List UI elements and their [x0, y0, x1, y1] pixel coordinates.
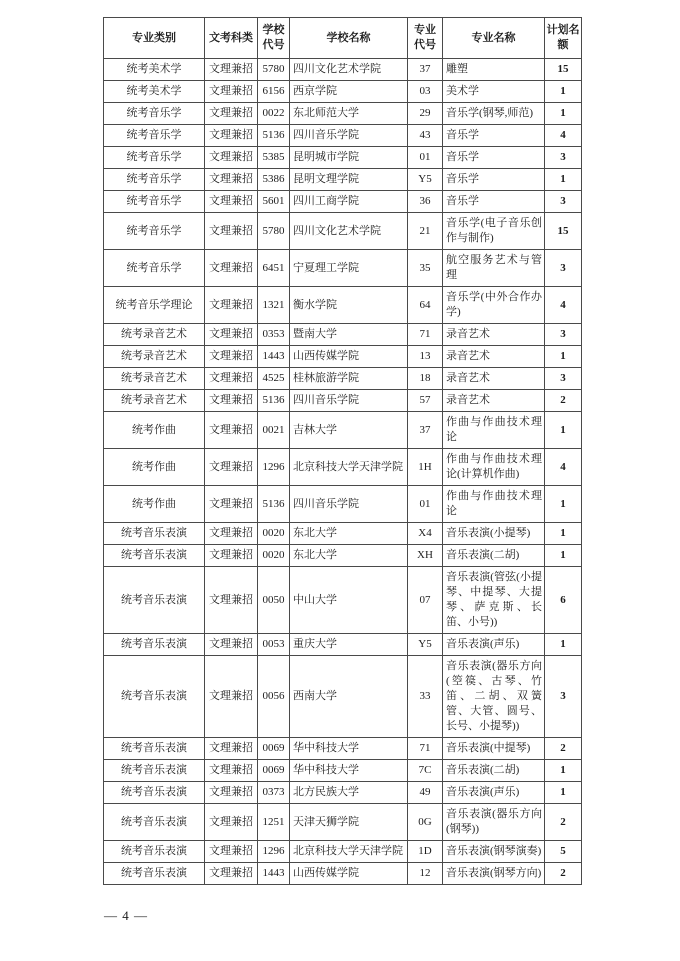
cell: 6 — [545, 567, 582, 634]
table-row — [104, 368, 582, 390]
cell: 音乐表演(管弦(小提琴、中提琴、大提琴、萨克斯、长笛、小号)) — [443, 567, 545, 634]
cell: 文理兼招 — [205, 760, 258, 782]
cell: 64 — [408, 287, 443, 324]
cell: 71 — [408, 324, 443, 346]
cell: 文理兼招 — [205, 738, 258, 760]
cell: 重庆大学 — [290, 634, 408, 656]
cell: 统考音乐表演 — [104, 656, 205, 738]
table-row — [104, 147, 582, 169]
cell: 音乐学 — [443, 147, 545, 169]
cell: 统考音乐学 — [104, 125, 205, 147]
cell: 音乐学 — [443, 169, 545, 191]
cell: 四川音乐学院 — [290, 390, 408, 412]
cell: 5136 — [258, 486, 290, 523]
cell: 12 — [408, 863, 443, 885]
cell: 统考音乐表演 — [104, 738, 205, 760]
cell: 统考音乐表演 — [104, 782, 205, 804]
cell: 四川文化艺术学院 — [290, 59, 408, 81]
cell: 统考音乐学 — [104, 169, 205, 191]
cell: 航空服务艺术与管理 — [443, 250, 545, 287]
cell: 5780 — [258, 59, 290, 81]
cell: 文理兼招 — [205, 213, 258, 250]
cell: 1 — [545, 486, 582, 523]
cell: 文理兼招 — [205, 368, 258, 390]
table-row — [104, 324, 582, 346]
cell: 音乐表演(钢琴演奏) — [443, 841, 545, 863]
cell: 37 — [408, 59, 443, 81]
cell: 1296 — [258, 449, 290, 486]
cell: 文理兼招 — [205, 545, 258, 567]
cell: 文理兼招 — [205, 656, 258, 738]
cell: 统考作曲 — [104, 486, 205, 523]
table-row — [104, 486, 582, 523]
table-row — [104, 449, 582, 486]
cell: 0021 — [258, 412, 290, 449]
cell: 统考音乐表演 — [104, 523, 205, 545]
cell: 文理兼招 — [205, 412, 258, 449]
cell: 0069 — [258, 760, 290, 782]
cell: 文理兼招 — [205, 841, 258, 863]
cell: 文理兼招 — [205, 125, 258, 147]
table-row — [104, 782, 582, 804]
table-row — [104, 634, 582, 656]
cell: 统考音乐表演 — [104, 634, 205, 656]
cell: 4 — [545, 125, 582, 147]
cell: 文理兼招 — [205, 804, 258, 841]
cell: 18 — [408, 368, 443, 390]
cell: 统考音乐学理论 — [104, 287, 205, 324]
cell: 统考录音艺术 — [104, 390, 205, 412]
cell: 5780 — [258, 213, 290, 250]
table-row — [104, 390, 582, 412]
cell: 统考录音艺术 — [104, 324, 205, 346]
column-header: 学校名称 — [290, 18, 408, 59]
cell: 统考美术学 — [104, 81, 205, 103]
cell: 文理兼招 — [205, 250, 258, 287]
cell: 33 — [408, 656, 443, 738]
cell: 文理兼招 — [205, 449, 258, 486]
cell: 1 — [545, 634, 582, 656]
cell: 西南大学 — [290, 656, 408, 738]
cell: 0022 — [258, 103, 290, 125]
cell: 统考录音艺术 — [104, 346, 205, 368]
cell: 华中科技大学 — [290, 738, 408, 760]
table-row — [104, 863, 582, 885]
cell: 文理兼招 — [205, 81, 258, 103]
cell: 29 — [408, 103, 443, 125]
cell: 统考音乐学 — [104, 250, 205, 287]
cell: 统考作曲 — [104, 412, 205, 449]
cell: 音乐学 — [443, 191, 545, 213]
cell: X4 — [408, 523, 443, 545]
table-row — [104, 125, 582, 147]
cell: 西京学院 — [290, 81, 408, 103]
table-row — [104, 346, 582, 368]
cell: 1 — [545, 103, 582, 125]
cell: 音乐表演(钢琴方向) — [443, 863, 545, 885]
cell: 文理兼招 — [205, 390, 258, 412]
table-row — [104, 250, 582, 287]
cell: 0053 — [258, 634, 290, 656]
cell: 文理兼招 — [205, 634, 258, 656]
cell: 录音艺术 — [443, 324, 545, 346]
cell: 统考音乐表演 — [104, 804, 205, 841]
cell: 21 — [408, 213, 443, 250]
cell: 统考音乐学 — [104, 103, 205, 125]
cell: 东北师范大学 — [290, 103, 408, 125]
cell: 桂林旅游学院 — [290, 368, 408, 390]
cell: 四川工商学院 — [290, 191, 408, 213]
cell: 东北大学 — [290, 545, 408, 567]
cell: 昆明城市学院 — [290, 147, 408, 169]
cell: 天津天狮学院 — [290, 804, 408, 841]
cell: 四川音乐学院 — [290, 125, 408, 147]
table-header — [104, 18, 582, 59]
cell: 统考音乐表演 — [104, 841, 205, 863]
cell: 43 — [408, 125, 443, 147]
cell: 01 — [408, 486, 443, 523]
table-row — [104, 287, 582, 324]
cell: 0056 — [258, 656, 290, 738]
cell: 暨南大学 — [290, 324, 408, 346]
cell: 0373 — [258, 782, 290, 804]
cell: 文理兼招 — [205, 191, 258, 213]
cell: 录音艺术 — [443, 390, 545, 412]
cell: 15 — [545, 213, 582, 250]
table-row — [104, 213, 582, 250]
cell: 07 — [408, 567, 443, 634]
cell: 音乐表演(器乐方向(钢琴)) — [443, 804, 545, 841]
cell: 0020 — [258, 545, 290, 567]
cell: 文理兼招 — [205, 523, 258, 545]
cell: 36 — [408, 191, 443, 213]
cell: 音乐表演(声乐) — [443, 782, 545, 804]
column-header: 专业类别 — [104, 18, 205, 59]
cell: 3 — [545, 656, 582, 738]
cell: 7C — [408, 760, 443, 782]
table-row — [104, 412, 582, 449]
cell: 2 — [545, 804, 582, 841]
cell: 华中科技大学 — [290, 760, 408, 782]
cell: 统考音乐表演 — [104, 545, 205, 567]
cell: 01 — [408, 147, 443, 169]
cell: 5385 — [258, 147, 290, 169]
cell: 5136 — [258, 125, 290, 147]
cell: 文理兼招 — [205, 324, 258, 346]
cell: 文理兼招 — [205, 147, 258, 169]
cell: 2 — [545, 863, 582, 885]
cell: 音乐学(电子音乐创作与制作) — [443, 213, 545, 250]
table-row — [104, 169, 582, 191]
cell: 35 — [408, 250, 443, 287]
cell: 37 — [408, 412, 443, 449]
cell: 文理兼招 — [205, 103, 258, 125]
cell: 统考音乐表演 — [104, 760, 205, 782]
cell: 昆明文理学院 — [290, 169, 408, 191]
cell: 4525 — [258, 368, 290, 390]
cell: 1443 — [258, 346, 290, 368]
cell: 0G — [408, 804, 443, 841]
cell: 3 — [545, 368, 582, 390]
cell: 四川音乐学院 — [290, 486, 408, 523]
cell: 文理兼招 — [205, 782, 258, 804]
cell: 49 — [408, 782, 443, 804]
table-row — [104, 103, 582, 125]
cell: 统考音乐学 — [104, 147, 205, 169]
cell: 5 — [545, 841, 582, 863]
cell: 6451 — [258, 250, 290, 287]
cell: 统考音乐表演 — [104, 863, 205, 885]
cell: 宁夏理工学院 — [290, 250, 408, 287]
table-row — [104, 81, 582, 103]
cell: 0020 — [258, 523, 290, 545]
cell: 统考音乐学 — [104, 213, 205, 250]
cell: 音乐表演(二胡) — [443, 760, 545, 782]
cell: 吉林大学 — [290, 412, 408, 449]
cell: 4 — [545, 287, 582, 324]
cell: 71 — [408, 738, 443, 760]
cell: 东北大学 — [290, 523, 408, 545]
cell: 1 — [545, 346, 582, 368]
cell: 4 — [545, 449, 582, 486]
cell: 3 — [545, 324, 582, 346]
cell: 2 — [545, 738, 582, 760]
cell: Y5 — [408, 634, 443, 656]
cell: 1 — [545, 760, 582, 782]
cell: 统考音乐表演 — [104, 567, 205, 634]
cell: 文理兼招 — [205, 863, 258, 885]
table-row — [104, 841, 582, 863]
cell: 美术学 — [443, 81, 545, 103]
cell: 1 — [545, 412, 582, 449]
cell: 音乐学(钢琴,师范) — [443, 103, 545, 125]
cell: 作曲与作曲技术理论 — [443, 486, 545, 523]
cell: 音乐学 — [443, 125, 545, 147]
cell: 山西传媒学院 — [290, 346, 408, 368]
table-row — [104, 804, 582, 841]
cell: 3 — [545, 250, 582, 287]
cell: 衡水学院 — [290, 287, 408, 324]
cell: 北京科技大学天津学院 — [290, 449, 408, 486]
cell: 音乐表演(器乐方向(箜篌、古琴、竹笛、二胡、双簧管、大管、圆号、长号、小提琴)) — [443, 656, 545, 738]
cell: 03 — [408, 81, 443, 103]
cell: 文理兼招 — [205, 169, 258, 191]
cell: 录音艺术 — [443, 368, 545, 390]
cell: 1251 — [258, 804, 290, 841]
cell: 1296 — [258, 841, 290, 863]
table-row — [104, 545, 582, 567]
cell: 作曲与作曲技术理论(计算机作曲) — [443, 449, 545, 486]
cell: 1H — [408, 449, 443, 486]
table-row — [104, 523, 582, 545]
cell: 统考作曲 — [104, 449, 205, 486]
table-row — [104, 738, 582, 760]
cell: 5386 — [258, 169, 290, 191]
cell: 四川文化艺术学院 — [290, 213, 408, 250]
cell: 1 — [545, 81, 582, 103]
cell: 文理兼招 — [205, 486, 258, 523]
cell: 山西传媒学院 — [290, 863, 408, 885]
cell: 1 — [545, 169, 582, 191]
cell: 统考美术学 — [104, 59, 205, 81]
cell: 2 — [545, 390, 582, 412]
cell: 1 — [545, 523, 582, 545]
table-row — [104, 191, 582, 213]
cell: 1321 — [258, 287, 290, 324]
cell: 3 — [545, 147, 582, 169]
table-body — [104, 59, 582, 885]
column-header: 计划名额 — [545, 18, 582, 59]
table-row — [104, 760, 582, 782]
admission-plan-table-container — [103, 17, 582, 885]
table-row — [104, 656, 582, 738]
cell: 雕塑 — [443, 59, 545, 81]
cell: 文理兼招 — [205, 59, 258, 81]
cell: 文理兼招 — [205, 567, 258, 634]
column-header: 学校代号 — [258, 18, 290, 59]
column-header: 专业代号 — [408, 18, 443, 59]
cell: 音乐表演(中提琴) — [443, 738, 545, 760]
cell: 音乐表演(小提琴) — [443, 523, 545, 545]
cell: 音乐表演(二胡) — [443, 545, 545, 567]
cell: 3 — [545, 191, 582, 213]
cell: 0353 — [258, 324, 290, 346]
cell: 文理兼招 — [205, 287, 258, 324]
cell: Y5 — [408, 169, 443, 191]
column-header: 文考科类 — [205, 18, 258, 59]
table-header-row — [104, 18, 582, 59]
cell: 文理兼招 — [205, 346, 258, 368]
cell: 音乐表演(声乐) — [443, 634, 545, 656]
cell: 北京科技大学天津学院 — [290, 841, 408, 863]
cell: 北方民族大学 — [290, 782, 408, 804]
table-row — [104, 567, 582, 634]
cell: 57 — [408, 390, 443, 412]
cell: 中山大学 — [290, 567, 408, 634]
admission-plan-table — [103, 17, 582, 885]
cell: 13 — [408, 346, 443, 368]
cell: 15 — [545, 59, 582, 81]
cell: 录音艺术 — [443, 346, 545, 368]
cell: 1D — [408, 841, 443, 863]
column-header: 专业名称 — [443, 18, 545, 59]
cell: XH — [408, 545, 443, 567]
cell: 作曲与作曲技术理论 — [443, 412, 545, 449]
cell: 6156 — [258, 81, 290, 103]
cell: 统考音乐学 — [104, 191, 205, 213]
cell: 统考录音艺术 — [104, 368, 205, 390]
cell: 0050 — [258, 567, 290, 634]
table-row — [104, 59, 582, 81]
cell: 音乐学(中外合作办学) — [443, 287, 545, 324]
cell: 1 — [545, 782, 582, 804]
cell: 5601 — [258, 191, 290, 213]
cell: 0069 — [258, 738, 290, 760]
page-number: — 4 — — [104, 908, 148, 923]
cell: 1443 — [258, 863, 290, 885]
cell: 5136 — [258, 390, 290, 412]
cell: 1 — [545, 545, 582, 567]
